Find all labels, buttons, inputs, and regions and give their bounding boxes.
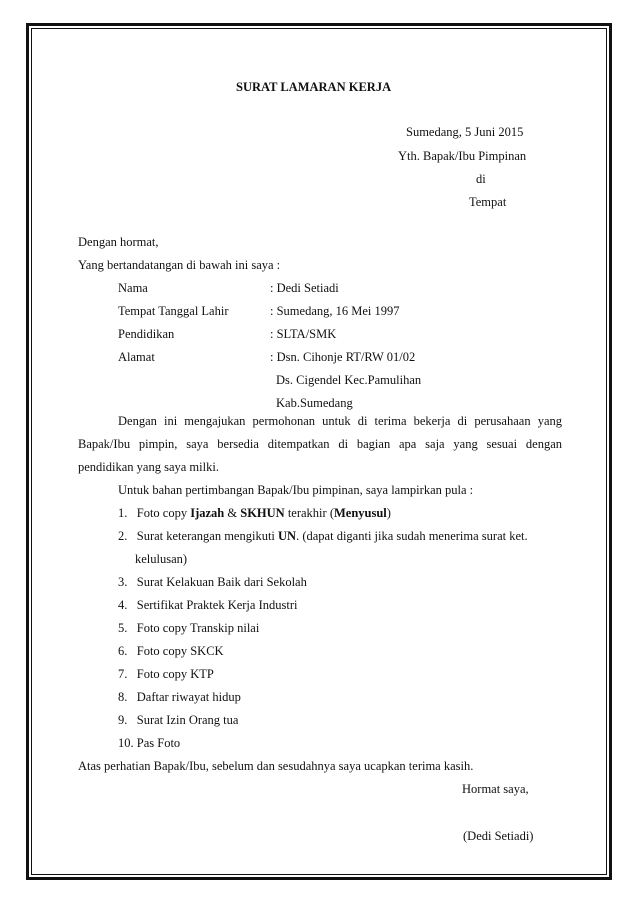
list-item (118, 505, 391, 521)
item-text: . (dapat diganti jika sudah menerima surat ket. (296, 529, 528, 543)
list-item (118, 643, 224, 659)
address-continued-1: Ds. Cigendel Kec.Pamulihan (276, 373, 422, 387)
paragraph1-line3: pendidikan yang saya milki. (78, 460, 219, 474)
list-item (118, 620, 259, 636)
field-value-education: : SLTA/SMK (270, 327, 337, 341)
item-text: Surat keterangan mengikuti (136, 529, 279, 543)
list-item (118, 712, 238, 728)
item-text: Foto copy SKCK (136, 644, 224, 658)
greeting: Dengan hormat, (78, 235, 159, 249)
item-text: Foto copy Transkip nilai (136, 621, 260, 635)
item-text: & (224, 506, 241, 520)
regards: Hormat saya, (462, 782, 529, 796)
item-bold-un: UN (278, 529, 297, 543)
signature-name: (Dedi Setiadi) (463, 829, 534, 843)
letter-title: SURAT LAMARAN KERJA (236, 80, 392, 94)
field-value-address: : Dsn. Cihonje RT/RW 01/02 (270, 350, 416, 364)
list-item (118, 574, 307, 590)
item-number: 5. (118, 621, 128, 635)
item-number: 10. (118, 736, 134, 750)
item-number: 7. (118, 667, 128, 681)
list-item (118, 528, 528, 544)
item-text: Pas Foto (136, 736, 181, 750)
item-number: 6. (118, 644, 128, 658)
list-item (118, 735, 180, 751)
item-text: ) (386, 506, 391, 520)
item-bold-ijazah: Ijazah (190, 506, 225, 520)
item-number: 8. (118, 690, 128, 704)
field-label-address: Alamat (118, 350, 155, 364)
field-value-name: : Dedi Setiadi (270, 281, 339, 295)
field-label-birth: Tempat Tanggal Lahir (118, 304, 229, 318)
recipient-line1: Yth. Bapak/Ibu Pimpinan (398, 149, 527, 163)
list-item (118, 666, 214, 682)
paragraph1-line2: Bapak/Ibu pimpin, saya bersedia ditempatkan di bagian apa saja yang sesuai dengan (78, 437, 562, 451)
item-text: terakhir ( (284, 506, 334, 520)
item-text: Foto copy (136, 506, 191, 520)
item-text: Sertifikat Praktek Kerja Industri (136, 598, 298, 612)
item-text: Foto copy KTP (136, 667, 214, 681)
paragraph1-line1: Dengan ini mengajukan permohonan untuk di terima bekerja di perusahaan yang (118, 414, 562, 428)
intro-line: Yang bertandatangan di bawah ini saya : (78, 258, 281, 272)
field-label-name: Nama (118, 281, 148, 295)
item-text: Daftar riwayat hidup (136, 690, 241, 704)
address-continued-2: Kab.Sumedang (276, 396, 353, 410)
paragraph2: Untuk bahan pertimbangan Bapak/Ibu pimpinan, saya lampirkan pula : (118, 483, 474, 497)
recipient-line2: di (476, 172, 486, 186)
item-text: Surat Kelakuan Baik dari Sekolah (136, 575, 307, 589)
list-item-continuation: kelulusan) (135, 552, 188, 566)
recipient-line3: Tempat (469, 195, 507, 209)
place-date: Sumedang, 5 Juni 2015 (406, 125, 524, 139)
item-bold-menyusul: Menyusul (333, 506, 387, 520)
list-item (118, 689, 241, 705)
item-text: Surat Izin Orang tua (136, 713, 239, 727)
item-number: 2. (118, 529, 128, 543)
field-label-education: Pendidikan (118, 327, 175, 341)
list-item (118, 597, 297, 613)
field-value-birth: : Sumedang, 16 Mei 1997 (270, 304, 400, 318)
item-number: 4. (118, 598, 128, 612)
closing-line: Atas perhatian Bapak/Ibu, sebelum dan sesudahnya saya ucapkan terima kasih. (78, 759, 474, 773)
item-number: 1. (118, 506, 128, 520)
item-number: 9. (118, 713, 128, 727)
item-number: 3. (118, 575, 128, 589)
item-bold-skhun: SKHUN (240, 506, 285, 520)
